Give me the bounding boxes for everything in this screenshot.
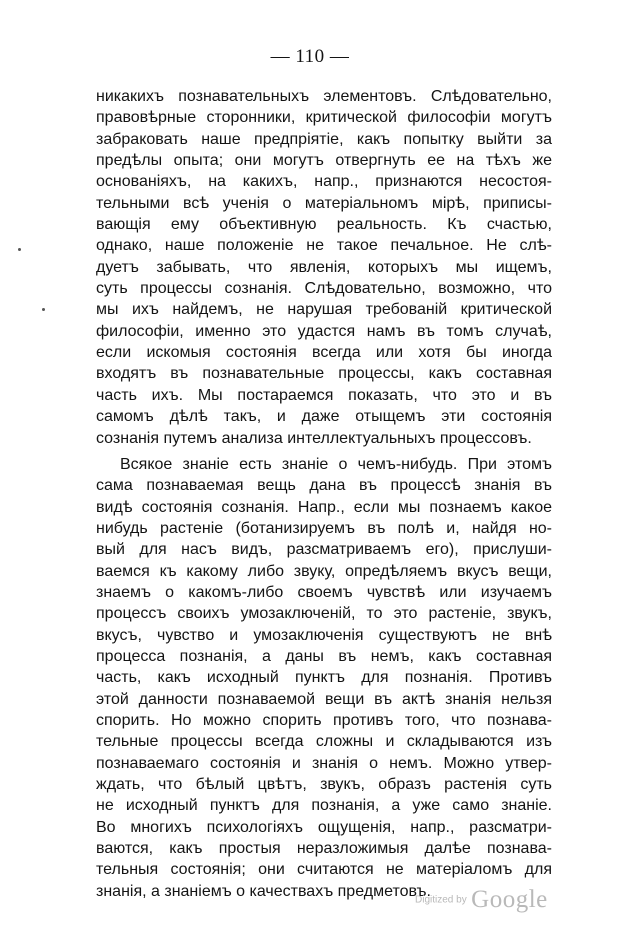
text-line: самомъ дѣлѣ такъ, и даже отыщемъ эти состоянія (96, 408, 552, 426)
text-line: однако, наше положеніе не такое печальное. Не слѣ- (96, 237, 552, 255)
text-line: правовѣрные сторонники, критической философіи могутъ (96, 109, 552, 127)
text-line: входятъ въ познавательные процессы, какъ составная (96, 365, 552, 383)
text-line: ваемся къ какому либо звуку, опредѣляемъ вкусъ вещи, (96, 562, 552, 580)
text-line: суть процессы сознанія. Слѣдовательно, возможно, что (96, 280, 552, 298)
text-line: вающія ему объективную реальность. Къ счастью, (96, 216, 552, 234)
text-line: нибудь растеніе (ботанизируемъ въ полѣ и, найдя но- (96, 519, 552, 537)
text-line: познаваемаго состоянія и знанія о немъ. Можно утвер- (96, 754, 552, 772)
text-line: вкусъ, чувство и умозаключенія существуютъ не внѣ (96, 626, 552, 644)
text-line: видѣ состоянія сознанія. Напр., если мы познаемъ какое (96, 498, 552, 516)
text-line: мы ихъ найдемъ, не нарушая требованій критической (96, 301, 552, 319)
text-line: часть, какъ исходный пунктъ для познанія. Противъ (96, 669, 552, 687)
text-line: дуетъ забывать, что явленія, которыхъ мы ищемъ, (96, 258, 552, 276)
text-line: процесса познанія, а даны въ немъ, какъ составная (96, 647, 552, 665)
text-line: ваются, какъ простыя неразложимыя далѣе познава- (96, 840, 552, 858)
google-watermark (415, 886, 555, 914)
text-line: философіи, именно это удастся намъ въ томъ случаѣ, (96, 322, 552, 340)
text-line: ждать, что бѣлый цвѣтъ, звукъ, образъ растенія суть (96, 776, 552, 793)
text-line: тельныя состоянія; они считаются не матеріаломъ для (96, 861, 552, 879)
scan-speck (18, 248, 21, 251)
text-line: сама познаваемая вещь дана въ процессѣ знанія въ (96, 477, 552, 495)
text-line: знанія, а знаніемъ о качествахъ предметовъ. (96, 882, 431, 900)
text-line: вый для насъ видъ, разсматриваемъ его), прислуши- (96, 541, 552, 559)
text-line: если искомыя состоянія всегда или хотя бы иногда (96, 344, 552, 362)
text-line: часть ихъ. Мы постараемся показать, что это и въ (96, 386, 552, 404)
text-line: спорить. Но можно спорить противъ того, что познава- (96, 711, 552, 729)
text-line: предѣлы опыта; они могутъ отвергнуть ее на тѣхъ же (96, 152, 552, 170)
text-line: забраковать наше предпріятіе, какъ попытку выйти за (96, 130, 552, 148)
text-line: сознанія путемъ анализа интеллектуальныхъ процессовъ. (96, 429, 532, 447)
text-line: знаемъ о какомъ-либо своемъ чувствѣ или изучаемъ (96, 583, 552, 601)
text-line: основаніяхъ, на какихъ, напр., признаются несостоя- (96, 173, 552, 191)
text-line: тельными всѣ ученія о матеріальномъ мірѣ, приписы- (96, 194, 552, 212)
page-number: — 110 — (270, 46, 350, 67)
google-logo: Google (471, 886, 548, 913)
body-text (96, 86, 552, 902)
text-line: этой данности познаваемой вещи въ актѣ знанія нельзя (96, 690, 552, 708)
watermark-prefix: Digitized by (415, 894, 467, 906)
text-line: не исходный пунктъ для познанія, а уже само знаніе. (96, 797, 552, 815)
text-line-paragraph-start: Всякое знаніе есть знаніе о чемъ-нибудь. При этомъ (120, 455, 552, 473)
text-line: тельные процессы всегда сложны и складываются изъ (96, 733, 552, 751)
text-line: никакихъ познавательныхъ элементовъ. Слѣдовательно, (96, 88, 552, 105)
scan-speck (42, 308, 45, 311)
text-line: процессъ своихъ умозаключеній, то это растеніе, звукъ, (96, 605, 552, 623)
text-line: Во многихъ психологіяхъ ощущенія, напр., разсматри- (96, 818, 552, 836)
